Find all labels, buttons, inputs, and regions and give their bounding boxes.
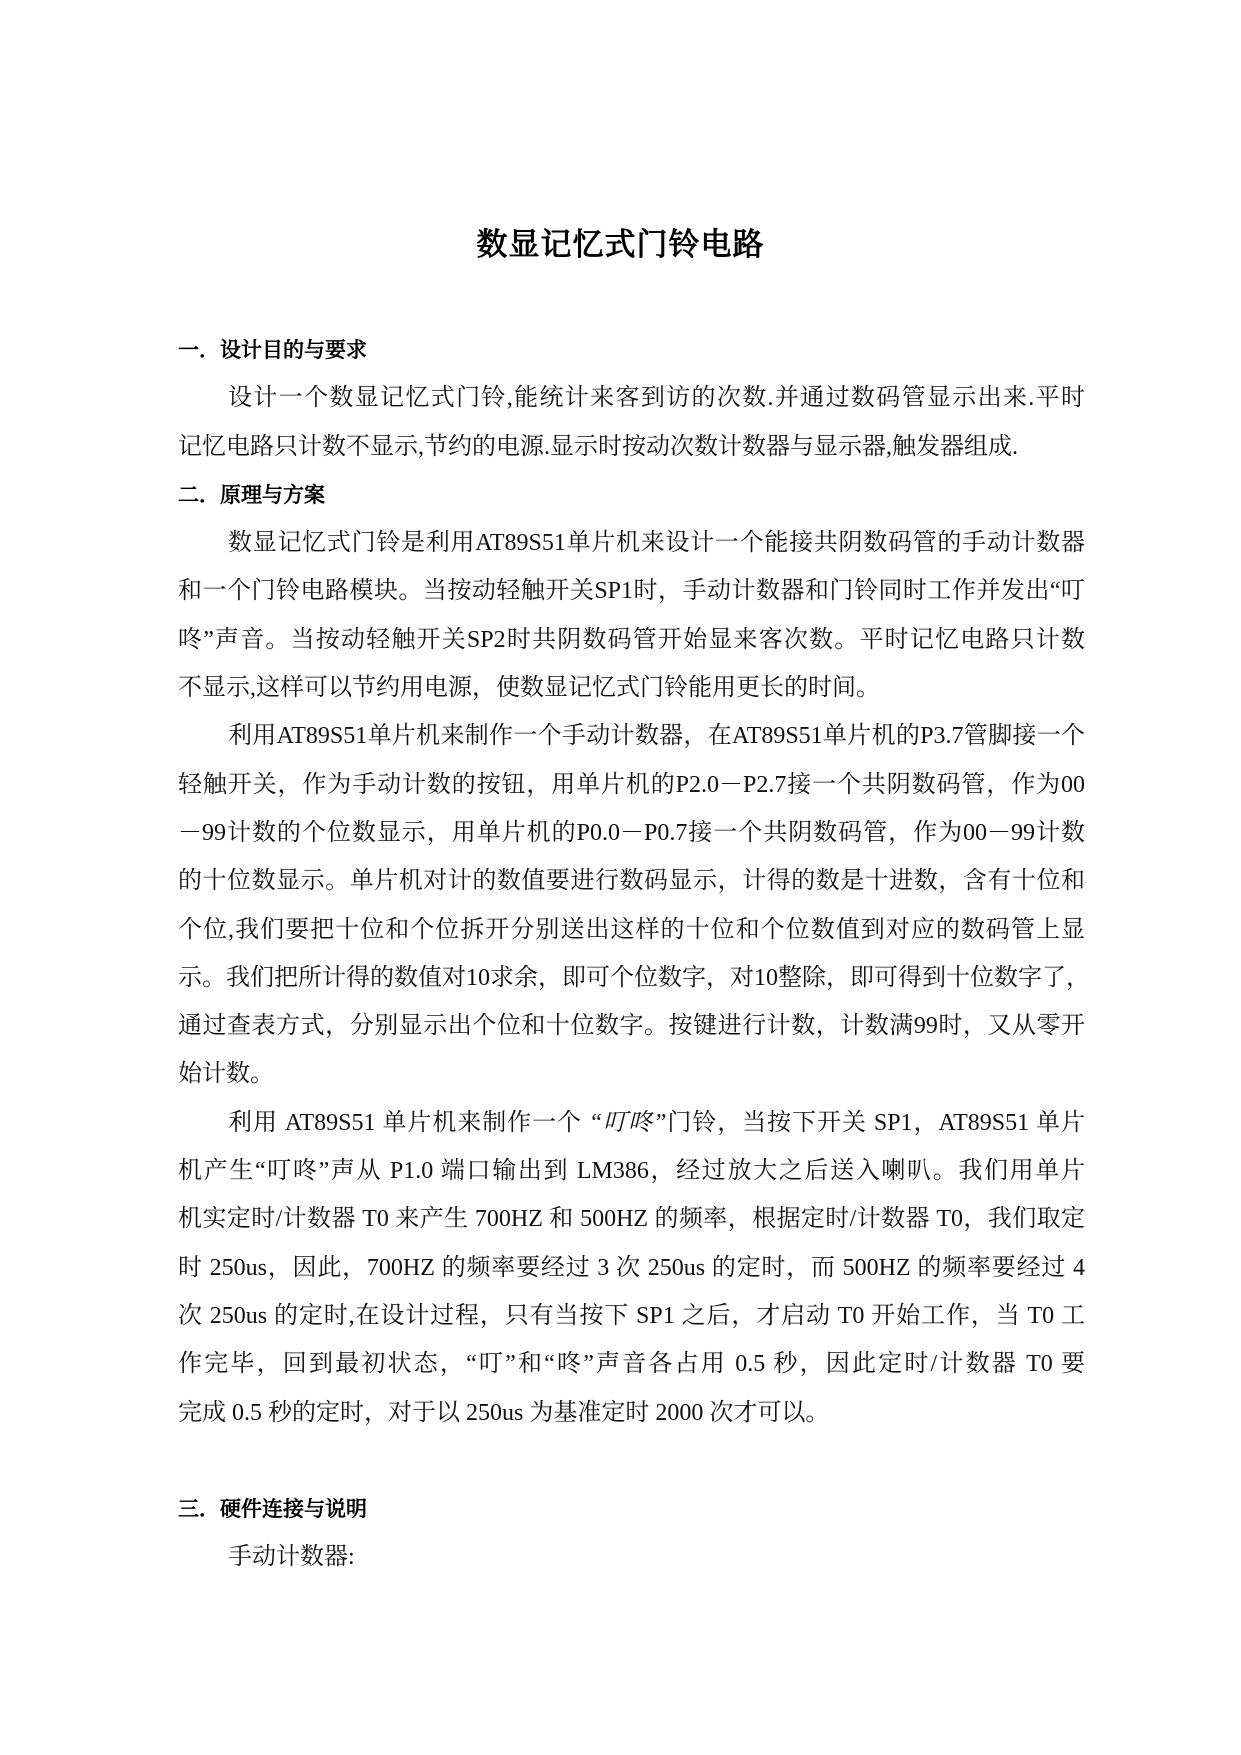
section-heading: 三．硬件连接与说明 — [178, 1497, 367, 1522]
paragraph-line: 轻触开关，作为手动计数的按钮，用单片机的P2.0－P2.7接一个共阴数码管，作为00 — [178, 771, 1085, 798]
paragraph — [178, 712, 1090, 1098]
paragraph-line: 数显记忆式门铃是利用AT89S51单片机来设计一个能接共阴数码管的手动计数器 — [228, 530, 1085, 557]
paragraph-line: 作完毕，回到最初状态，“叮”和“咚”声音各占用 0.5 秒，因此定时/计数器 T0 要 — [178, 1351, 1085, 1378]
paragraph-line: 利用AT89S51单片机来制作一个手动计数器，在AT89S51单片机的P3.7管脚接一个 — [228, 723, 1085, 750]
paragraph-line: 个位,我们要把十位和个位拆开分别送出这样的十位和个位数值到对应的数码管上显 — [178, 916, 1085, 943]
paragraph-line: 示。我们把所计得的数值对10求余，即可个位数字，对10整除，即可得到十位数字了， — [178, 964, 1090, 991]
paragraph-line: 手动计数器: — [228, 1544, 355, 1571]
section-heading: 二．原理与方案 — [178, 482, 325, 507]
paragraph-line: 不显示,这样可以节约用电源，使数显记忆式门铃能用更长的时间。 — [178, 675, 880, 702]
paragraph-line: 完成 0.5 秒的定时，对于以 250us 为基准定时 2000 次才可以。 — [178, 1399, 830, 1426]
document-title: 数显记忆式门铃电路 — [476, 227, 765, 263]
paragraph-line: 的十位数显示。单片机对计的数值要进行数码显示，计得的数是十进数，含有十位和 — [178, 868, 1085, 895]
paragraph — [178, 374, 1085, 471]
paragraph-line: 次 250us 的定时,在设计过程，只有当按下 SP1 之后，才启动 T0 开始工作，当 T0 工 — [178, 1302, 1085, 1329]
paragraph-line: 设计一个数显记忆式门铃,能统计来客到访的次数.并通过数码管显示出来.平时 — [228, 385, 1085, 412]
line-text: 利用 AT89S51 单片机来制作一个 — [228, 1109, 589, 1136]
paragraph-line: 时 250us，因此，700HZ 的频率要经过 3 次 250us 的定时，而 500HZ 的频率要经过 4 — [178, 1254, 1085, 1281]
paragraph-line: 记忆电路只计数不显示,节约的电源.显示时按动次数计数器与显示器,触发器组成. — [178, 433, 1018, 460]
paragraph-line: 机产生“叮咚”声从 P1.0 端口输出到 LM386，经过放大之后送入喇叭。我们用单片 — [178, 1158, 1085, 1185]
paragraph-line: 机实定时/计数器 T0 来产生 700HZ 和 500HZ 的频率，根据定时/计数器 T0，我们取定 — [178, 1206, 1085, 1233]
paragraph-line: 咚”声音。当按动轻触开关SP2时共阴数码管开始显来客次数。平时记忆电路只计数 — [178, 626, 1085, 653]
paragraph-line: 始计数。 — [178, 1061, 274, 1088]
paragraph — [178, 1533, 1085, 1581]
paragraph-line: －99计数的个位数显示，用单片机的P0.0－P0.7接一个共阴数码管，作为00－99计数 — [178, 819, 1085, 846]
line-text: 门铃，当按下开关 SP1，AT89S51 单片 — [666, 1109, 1086, 1136]
paragraph-line: 和一个门铃电路模块。当按动轻触开关SP1时，手动计数器和门铃同时工作并发出“叮 — [178, 578, 1085, 605]
paragraph — [178, 1099, 1085, 1437]
section-heading: 一．设计目的与要求 — [178, 338, 367, 362]
paragraph-line — [178, 1099, 1085, 1147]
emphasized-text: “叮咚” — [588, 1109, 667, 1136]
paragraph — [178, 519, 1085, 712]
paragraph-line: 通过查表方式，分别显示出个位和十位数字。按键进行计数，计数满99时，又从零开 — [178, 1013, 1085, 1040]
blank-line — [178, 1437, 1085, 1485]
document-body — [178, 326, 1090, 1582]
